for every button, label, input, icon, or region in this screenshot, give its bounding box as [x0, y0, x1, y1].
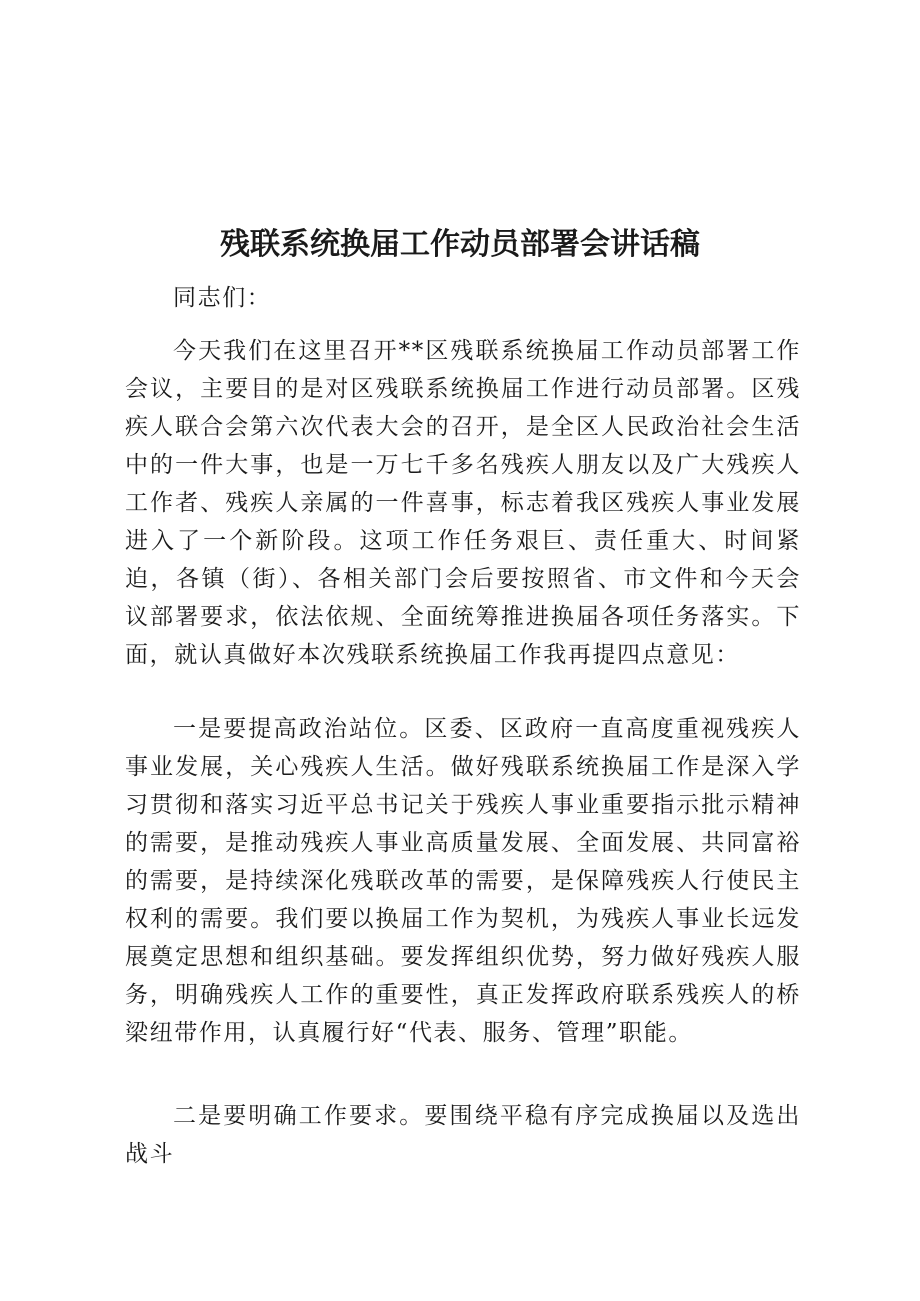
document-title: 残联系统换届工作动员部署会讲话稿 — [220, 227, 700, 262]
greeting: 同志们： — [173, 285, 272, 311]
paragraph-point-two: 二是要明确工作要求。要围绕平稳有序完成换届以及选出战斗 — [125, 1103, 801, 1167]
paragraph-intro: 今天我们在这里召开**区残联系统换届工作动员部署工作会议，主要目的是对区残联系统换届工作进行动员部署。区残疾人联合会第六次代表大会的召开，是全区人民政治社会生活中的一件大事，也是一万七千多名残疾人朋友以及广大残疾人工作者、残疾人亲属的一件喜事，标志着我区残疾人事业发展进入了一个新阶段。这项工作任务艰巨、责任重大、时间紧迫，各镇（街）、各相关部门会后要按照省、市文件和今天会议部署要求，依法依规、全面统筹推进换届各项任务落实。下面，就认真做好本次残联系统换届工作我再提四点意见： — [125, 338, 801, 668]
paragraph-point-one: 一是要提高政治站位。区委、区政府一直高度重视残疾人事业发展，关心残疾人生活。做好残联系统换届工作是深入学习贯彻和落实习近平总书记关于残疾人事业重要指示批示精神的需要，是推动残疾人事业高质量发展、全面发展、共同富裕的需要，是持续深化残联改革的需要，是保障残疾人行使民主权利的需要。我们要以换届工作为契机，为残疾人事业长远发展奠定思想和组织基础。要发挥组织优势，努力做好残疾人服务，明确残疾人工作的重要性，真正发挥政府联系残疾人的桥梁纽带作用，认真履行好“代表、服务、管理”职能。 — [125, 716, 801, 1046]
